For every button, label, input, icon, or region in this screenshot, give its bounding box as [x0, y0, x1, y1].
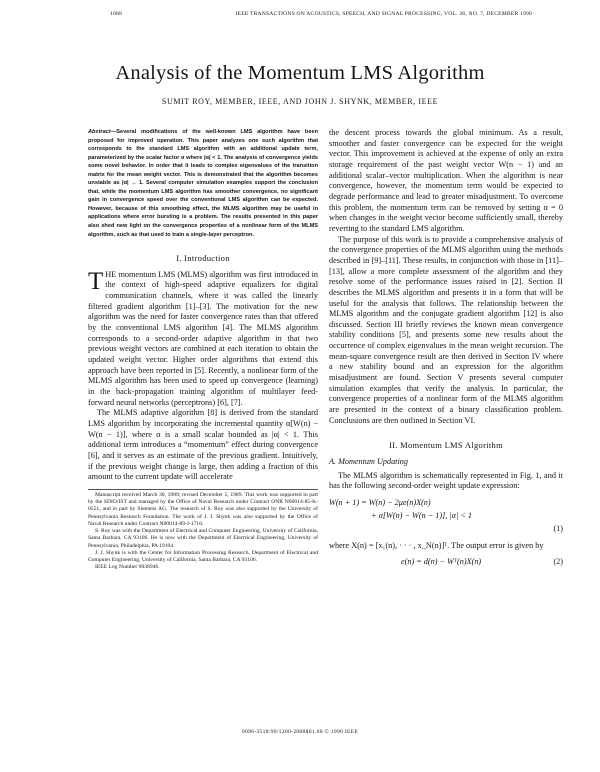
abstract-lead: Abstract — [88, 129, 111, 135]
footnote-author-shynk: J. J. Shynk is with the Center for Information Processing Research, Department of Electrical and Computer Engineering, University of California, Santa Barbara, CA 93106. — [88, 549, 318, 564]
abstract — [88, 128, 318, 239]
footnote-block — [88, 489, 318, 572]
intro-paragraph-2: The MLMS adaptive algorithm [8] is derived from the standard LMS algorithm by incorporating the incremental quantity α[W(n) − W(n − 1)], where α is a small scalar bounded as |α| < 1. This additional term introduces a “momentum” effect during convergence [6], and it serves as an estimate of the previous gradient. Intuitively, if the previous weight change is large, then adding a fraction of this amount to the current update will accelerate — [88, 408, 318, 482]
abstract-text: —Several modifications of the well-known LMS algorithm have been proposed for improved operation. This paper analyzes one such algorithm that corresponds to the standard LMS algorithm with an additional update term, parameterized by the scalar factor α where |α| < 1. The analysis of convergence yields some novel behavior. In order that it leads to complex eigenvalues of the transition matrix for the mean weight vector. This is demonstrated that the algorithm becomes unstable as |α| → 1. Several computer simulation examples support the conclusion that, while the momentum LMS algorithm has smoother convergence, no significant gain in convergence speed over the conventional LMS algorithm can be expected. However, because of this smoothing effect, the MLMS algorithm may be useful in applications where error bursting is a problem. The results presented in this paper also shed new light on the convergence properties of a nonlinear form of the MLMS algorithm, such as that used to train a single-layer perceptron. — [88, 129, 318, 238]
equation-1-line-1-text: W(n + 1) = W(n) − 2μe(n)X(n) — [329, 498, 431, 507]
journal-name: IEEE TRANSACTIONS ON ACOUSTICS, SPEECH, AND SIGNAL PROCESSING, VOL. 38, NO. 7, DECEMBER 1990 — [235, 11, 532, 17]
section-heading-introduction: I. Introduction — [176, 253, 230, 264]
intro-paragraph-3: the descent process towards the global minimum. As a result, smoother and faster convergence can be expected for the weight vector. This improvement is achieved at the expense of only an extra storage requirement of the past weight vector W(n − 1) and an additional scalar–vector multiplication. When the algorithm is near convergence, however, the momentum term would be expected to degrade performance and lead to greater misadjustment. To overcome this problem, the momentum term can be removed by setting α = 0 when changes in the weight vector become sufficiently small, thereby reverting to the standard LMS algorithm. — [329, 128, 563, 233]
footnote-author-roy: S. Roy was with the Department of Electrical and Computer Engineering, University of California, Santa Barbara, CA 93106. He is now with the Department of Electrical Engineering, University of Pennsylvania, Philadelphia, PA 19104. — [88, 528, 318, 549]
section-heading-momentum-lms: II. Momentum LMS Algorithm — [388, 440, 504, 451]
equation-1-line-2-text: + α[W(n) − W(n − 1)], |α| < 1 — [371, 511, 472, 520]
subsection-heading-momentum-updating: A. Momentum Updating — [329, 457, 408, 467]
intro-paragraph-4: The purpose of this work is to provide a comprehensive analysis of the convergence properties of the MLMS algorithm using the methods described in [9]–[11]. These results, in conjunction with those in [11]–[13], allow a more complete assessment of the algorithm and they resolve some of the performance issues raised in [2]. Section II describes the MLMS algorithm and presents it in a form that will be useful for the analysis that follows. The relationship between the MLMS algorithm and the conjugate gradient algorithm [12] is also discussed. Section III briefly reviews the known mean convergence stability conditions [5], and presents some new results about the occurrence of complex eigenvalues in the mean weight recursion. The mean-square convergence result are then derived in Section IV where a new stability bound and an expression for the algorithm misadjustment are found. Section V presents several computer simulation examples that verify the analysis. In particular, the convergence properties of a nonlinear form of the MLMS algorithm are presented in the context of a binary classification problem. Conclusions are then outlined in Section VI. — [329, 234, 563, 425]
equation-1-number-row — [329, 524, 563, 537]
paper-authors: SUMIT ROY, MEMBER, IEEE, AND JOHN J. SHYNK, MEMBER, IEEE — [161, 97, 439, 106]
copyright-line: 0096-3518/90/1200-2088$01.00 © 1990 IEEE — [241, 729, 359, 735]
right-column — [329, 128, 563, 570]
footnote-manuscript: Manuscript received March 30, 1989; revised December 5, 1989. This work was supported in part by the SDIO/IST and managed by the Office of Naval Research under Contract ONR N00014-85-K-0551, and in part by Siemens AG. The research of S. Roy was also supported by the University of Pennsylvania Research Foundation. The work of J. J. Shynk was also supported by the Office of Naval Research under Contract N00014-89-J-1716. — [88, 491, 318, 527]
equation-1-line-1 — [329, 498, 563, 511]
running-header — [110, 11, 532, 21]
equation-1-line-2 — [329, 511, 563, 524]
left-column — [88, 128, 318, 572]
drop-cap: T — [88, 267, 104, 295]
equation-2-number: (2) — [553, 556, 563, 566]
equation-1-number: (1) — [553, 524, 563, 533]
paper-title: Analysis of the Momentum LMS Algorithm — [115, 62, 485, 84]
page-number: 1088 — [110, 11, 122, 17]
momentum-paragraph-2: where X(n) = [x₁(n), · · · , x_N(n)]ᵀ. The output error is given by — [329, 541, 544, 550]
momentum-paragraph-1: The MLMS algorithm is schematically represented in Fig. 1, and it has the following second-order weight update expression: — [329, 470, 563, 491]
intro-paragraph-1 — [88, 267, 318, 409]
intro-paragraph-1-text: HE momentum LMS (MLMS) algorithm was first introduced in the context of high-speed adaptive equalizers for digital communication channels, where it was called the linearly filtered gradient algorithm [1]–[3]. The motivation for the new algorithm was the need for faster convergence rates than that offered by the conventional LMS algorithm [4]. The MLMS algorithm corresponds to a second-order adaptive algorithm in that two previous weight vectors are combined at each iteration to obtain the updated weight vector. Higher order algorithms that extend this approach have been reported in [5]. Recently, a nonlinear form of the MLMS algorithm has been used to speed up convergence (learning) in the back-propagation training algorithm of multilayer feed-forward neural networks (perceptrons) [6], [7]. — [88, 269, 318, 407]
footnote-log-number: IEEE Log Number 9038946. — [95, 564, 160, 571]
equation-2 — [329, 557, 563, 570]
equation-2-text: e(n) = d(n) − Wᵀ(n)X(n) — [401, 556, 482, 566]
